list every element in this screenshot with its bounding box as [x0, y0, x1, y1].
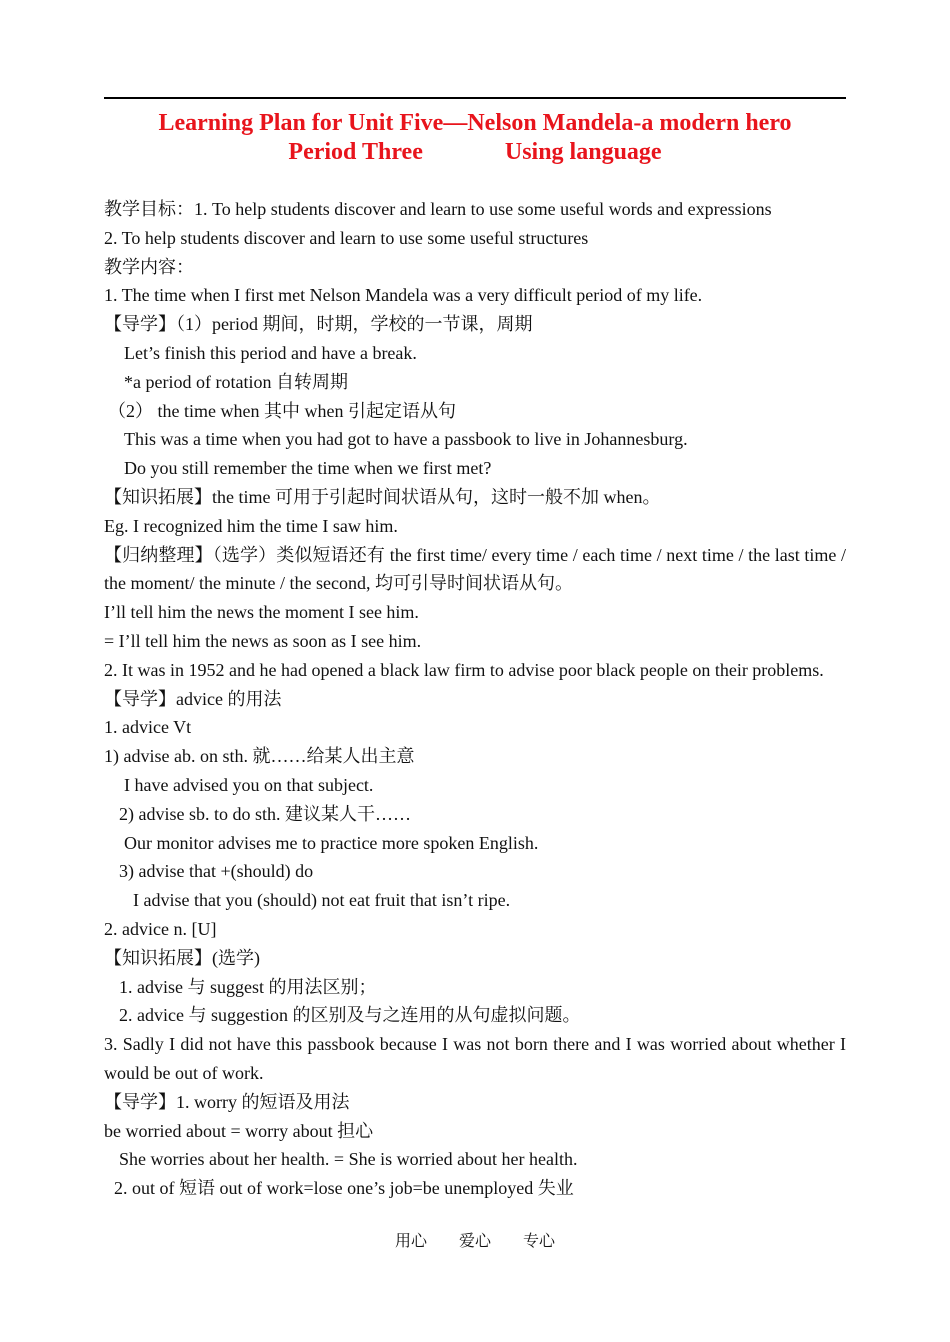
sentence-2: 2. It was in 1952 and he had opened a black law firm to advise poor black people on their problems.: [104, 659, 824, 680]
example-line: She worries about her health. = She is worried about her health.: [119, 1149, 578, 1170]
worry-phrase: be worried about = worry about 担心: [104, 1120, 374, 1141]
guide-the-time-when: （2） the time when 其中 when 引起定语从句: [108, 400, 456, 421]
page-subtitle: [104, 138, 846, 167]
example-line: I advise that you (should) not eat fruit that isn’t ripe.: [133, 890, 511, 911]
advice-usage-1: 1) advise ab. on sth. 就……给某人出主意: [104, 746, 415, 767]
advice-noun-heading: 2. advice n. [U]: [104, 918, 217, 939]
teaching-goal-2: 2. To help students discover and learn to use some useful structures: [104, 227, 589, 248]
footer-word: 专心: [523, 1233, 556, 1250]
guide-period: 【导学】（1）period 期间，时期，学校的一节课，周期: [104, 314, 533, 335]
document-body: [104, 195, 846, 1203]
example-line: Do you still remember the time when we first met?: [124, 458, 492, 479]
footer-word: 爱心: [458, 1233, 491, 1250]
example-line: I have advised you on that subject.: [124, 774, 374, 795]
example-line: Let’s finish this period and have a break.: [124, 342, 417, 363]
knowledge-extension: 【知识拓展】the time 可用于引起时间状语从句，这时一般不加 when。: [104, 486, 661, 507]
example-line: *a period of rotation 自转周期: [124, 371, 348, 392]
advice-usage-3: 3) advise that +(should) do: [119, 861, 314, 882]
example-line: Our monitor advises me to practice more spoken English.: [124, 832, 539, 853]
page-footer: [0, 1231, 950, 1253]
teaching-content-heading: 教学内容：: [104, 256, 194, 277]
extension-item-1: 1. advise 与 suggest 的用法区别；: [119, 976, 377, 997]
advice-verb-heading: 1. advice Vt: [104, 717, 192, 738]
out-of-phrase: 2. out of 短语 out of work=lose one’s job=be unemployed 失业: [114, 1178, 574, 1199]
page-title: Learning Plan for Unit Five—Nelson Mandela-a modern hero: [158, 110, 792, 136]
topic-label: Using language: [504, 139, 662, 165]
sentence-1: 1. The time when I first met Nelson Mandela was a very difficult period of my life.: [104, 285, 703, 306]
summary-paragraph: 【归纳整理】（选学）类似短语还有 the first time/ every time / each time / next time / the last time / the moment/ the minute / the second, 均可引导时间状语从句。: [104, 544, 846, 594]
example-line: This was a time when you had got to have a passbook to live in Johannesburg.: [124, 429, 688, 450]
example-line: Eg. I recognized him the time I saw him.: [104, 515, 398, 536]
teaching-goal-1: 教学目标：1. To help students discover and learn to use some useful words and expressions: [104, 199, 772, 219]
example-line: = I’ll tell him the news as soon as I see him.: [104, 630, 422, 651]
period-label: Period Three: [288, 139, 423, 165]
header-rule: [104, 97, 846, 99]
example-line: I’ll tell him the news the moment I see him.: [104, 602, 419, 623]
guide-advice: 【导学】advice 的用法: [104, 688, 282, 709]
footer-word: 用心: [394, 1233, 427, 1250]
guide-worry: 【导学】1. worry 的短语及用法: [104, 1091, 350, 1112]
extension-item-2: 2. advice 与 suggestion 的区别及与之连用的从句虚拟问题。: [119, 1005, 581, 1026]
advice-usage-2: 2) advise sb. to do sth. 建议某人干……: [119, 803, 411, 824]
sentence-3: 3. Sadly I did not have this passbook because I was not born there and I was worried about whether I would be out of work.: [104, 1034, 846, 1083]
knowledge-extension-2: 【知识拓展】(选学): [104, 947, 260, 968]
